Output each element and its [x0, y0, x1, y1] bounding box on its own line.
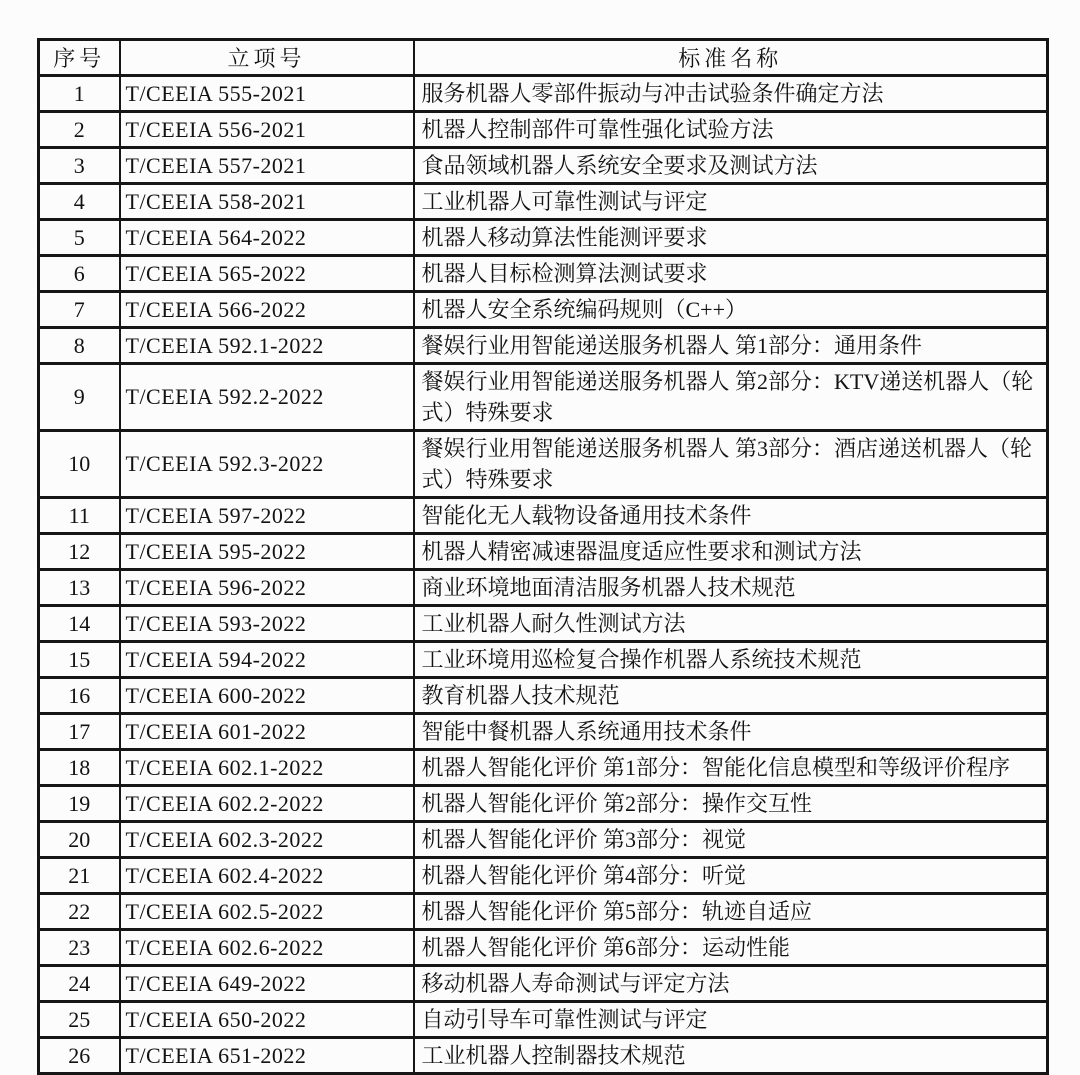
- standard-name-cell: 自动引导车可靠性测试与评定: [414, 1002, 1048, 1038]
- serial-number-cell: 11: [39, 498, 120, 534]
- serial-number-cell: 12: [39, 534, 120, 570]
- header-serial-number: 序号: [39, 40, 120, 76]
- project-code-cell: T/CEEIA 600-2022: [120, 678, 414, 714]
- serial-number-cell: 16: [39, 678, 120, 714]
- standard-name-cell: 机器人智能化评价 第2部分：操作交互性: [414, 786, 1048, 822]
- table-row: [39, 220, 1048, 256]
- standard-name-cell: 教育机器人技术规范: [414, 678, 1048, 714]
- standard-name-cell: 餐娱行业用智能递送服务机器人 第3部分：酒店递送机器人（轮式）特殊要求: [414, 431, 1048, 498]
- table-row: [39, 256, 1048, 292]
- project-code-cell: T/CEEIA 565-2022: [120, 256, 414, 292]
- table-row: [39, 570, 1048, 606]
- serial-number-cell: 24: [39, 966, 120, 1002]
- serial-number-cell: 14: [39, 606, 120, 642]
- standard-name-cell: 机器人智能化评价 第6部分：运动性能: [414, 930, 1048, 966]
- project-code-cell: T/CEEIA 558-2021: [120, 184, 414, 220]
- serial-number-cell: 21: [39, 858, 120, 894]
- serial-number-cell: 26: [39, 1038, 120, 1074]
- serial-number-cell: 2: [39, 112, 120, 148]
- serial-number-cell: 25: [39, 1002, 120, 1038]
- serial-number-cell: 18: [39, 750, 120, 786]
- serial-number-cell: 13: [39, 570, 120, 606]
- standards-table: [37, 38, 1049, 1075]
- table-row: [39, 76, 1048, 112]
- standard-name-cell: 智能中餐机器人系统通用技术条件: [414, 714, 1048, 750]
- table-row: [39, 498, 1048, 534]
- project-code-cell: T/CEEIA 602.1-2022: [120, 750, 414, 786]
- standard-name-cell: 服务机器人零部件振动与冲击试验条件确定方法: [414, 76, 1048, 112]
- project-code-cell: T/CEEIA 602.6-2022: [120, 930, 414, 966]
- standard-name-cell: 机器人移动算法性能测评要求: [414, 220, 1048, 256]
- project-code-cell: T/CEEIA 555-2021: [120, 76, 414, 112]
- table-row: [39, 750, 1048, 786]
- standard-name-cell: 工业机器人耐久性测试方法: [414, 606, 1048, 642]
- serial-number-cell: 1: [39, 76, 120, 112]
- table-row: [39, 606, 1048, 642]
- project-code-cell: T/CEEIA 566-2022: [120, 292, 414, 328]
- table-row: [39, 786, 1048, 822]
- serial-number-cell: 23: [39, 930, 120, 966]
- standard-name-cell: 机器人智能化评价 第5部分：轨迹自适应: [414, 894, 1048, 930]
- serial-number-cell: 4: [39, 184, 120, 220]
- project-code-cell: T/CEEIA 601-2022: [120, 714, 414, 750]
- standard-name-cell: 机器人安全系统编码规则（C++）: [414, 292, 1048, 328]
- table-row: [39, 930, 1048, 966]
- project-code-cell: T/CEEIA 557-2021: [120, 148, 414, 184]
- standard-name-cell: 工业机器人控制器技术规范: [414, 1038, 1048, 1074]
- standard-name-cell: 智能化无人载物设备通用技术条件: [414, 498, 1048, 534]
- serial-number-cell: 9: [39, 364, 120, 431]
- standard-name-cell: 商业环境地面清洁服务机器人技术规范: [414, 570, 1048, 606]
- project-code-cell: T/CEEIA 602.5-2022: [120, 894, 414, 930]
- table-row: [39, 328, 1048, 364]
- serial-number-cell: 3: [39, 148, 120, 184]
- project-code-cell: T/CEEIA 592.3-2022: [120, 431, 414, 498]
- table-row: [39, 966, 1048, 1002]
- serial-number-cell: 20: [39, 822, 120, 858]
- standard-name-cell: 机器人控制部件可靠性强化试验方法: [414, 112, 1048, 148]
- serial-number-cell: 6: [39, 256, 120, 292]
- standards-table-body: [39, 76, 1048, 1074]
- project-code-cell: T/CEEIA 596-2022: [120, 570, 414, 606]
- table-row: [39, 1038, 1048, 1074]
- standard-name-cell: 食品领域机器人系统安全要求及测试方法: [414, 148, 1048, 184]
- standard-name-cell: 餐娱行业用智能递送服务机器人 第2部分：KTV递送机器人（轮式）特殊要求: [414, 364, 1048, 431]
- serial-number-cell: 17: [39, 714, 120, 750]
- serial-number-cell: 15: [39, 642, 120, 678]
- project-code-cell: T/CEEIA 592.1-2022: [120, 328, 414, 364]
- standard-name-cell: 机器人精密减速器温度适应性要求和测试方法: [414, 534, 1048, 570]
- project-code-cell: T/CEEIA 592.2-2022: [120, 364, 414, 431]
- standard-name-cell: 机器人智能化评价 第4部分：听觉: [414, 858, 1048, 894]
- project-code-cell: T/CEEIA 650-2022: [120, 1002, 414, 1038]
- project-code-cell: T/CEEIA 593-2022: [120, 606, 414, 642]
- standard-name-cell: 餐娱行业用智能递送服务机器人 第1部分：通用条件: [414, 328, 1048, 364]
- table-row: [39, 364, 1048, 431]
- serial-number-cell: 7: [39, 292, 120, 328]
- table-row: [39, 148, 1048, 184]
- table-row: [39, 642, 1048, 678]
- standards-table-header: [39, 40, 1048, 76]
- serial-number-cell: 22: [39, 894, 120, 930]
- serial-number-cell: 5: [39, 220, 120, 256]
- table-row: [39, 534, 1048, 570]
- project-code-cell: T/CEEIA 597-2022: [120, 498, 414, 534]
- standard-name-cell: 工业机器人可靠性测试与评定: [414, 184, 1048, 220]
- project-code-cell: T/CEEIA 602.3-2022: [120, 822, 414, 858]
- table-row: [39, 894, 1048, 930]
- standard-name-cell: 机器人目标检测算法测试要求: [414, 256, 1048, 292]
- project-code-cell: T/CEEIA 564-2022: [120, 220, 414, 256]
- standard-name-cell: 机器人智能化评价 第3部分：视觉: [414, 822, 1048, 858]
- table-row: [39, 431, 1048, 498]
- table-row: [39, 292, 1048, 328]
- project-code-cell: T/CEEIA 651-2022: [120, 1038, 414, 1074]
- project-code-cell: T/CEEIA 595-2022: [120, 534, 414, 570]
- table-row: [39, 822, 1048, 858]
- table-row: [39, 1002, 1048, 1038]
- project-code-cell: T/CEEIA 602.2-2022: [120, 786, 414, 822]
- project-code-cell: T/CEEIA 602.4-2022: [120, 858, 414, 894]
- table-row: [39, 714, 1048, 750]
- standard-name-cell: 机器人智能化评价 第1部分：智能化信息模型和等级评价程序: [414, 750, 1048, 786]
- serial-number-cell: 19: [39, 786, 120, 822]
- header-project-code: 立项号: [120, 40, 414, 76]
- project-code-cell: T/CEEIA 556-2021: [120, 112, 414, 148]
- project-code-cell: T/CEEIA 594-2022: [120, 642, 414, 678]
- serial-number-cell: 10: [39, 431, 120, 498]
- header-row: [39, 40, 1048, 76]
- header-standard-name: 标准名称: [414, 40, 1048, 76]
- project-code-cell: T/CEEIA 649-2022: [120, 966, 414, 1002]
- table-row: [39, 678, 1048, 714]
- serial-number-cell: 8: [39, 328, 120, 364]
- table-row: [39, 112, 1048, 148]
- table-row: [39, 184, 1048, 220]
- table-row: [39, 858, 1048, 894]
- standard-name-cell: 移动机器人寿命测试与评定方法: [414, 966, 1048, 1002]
- standard-name-cell: 工业环境用巡检复合操作机器人系统技术规范: [414, 642, 1048, 678]
